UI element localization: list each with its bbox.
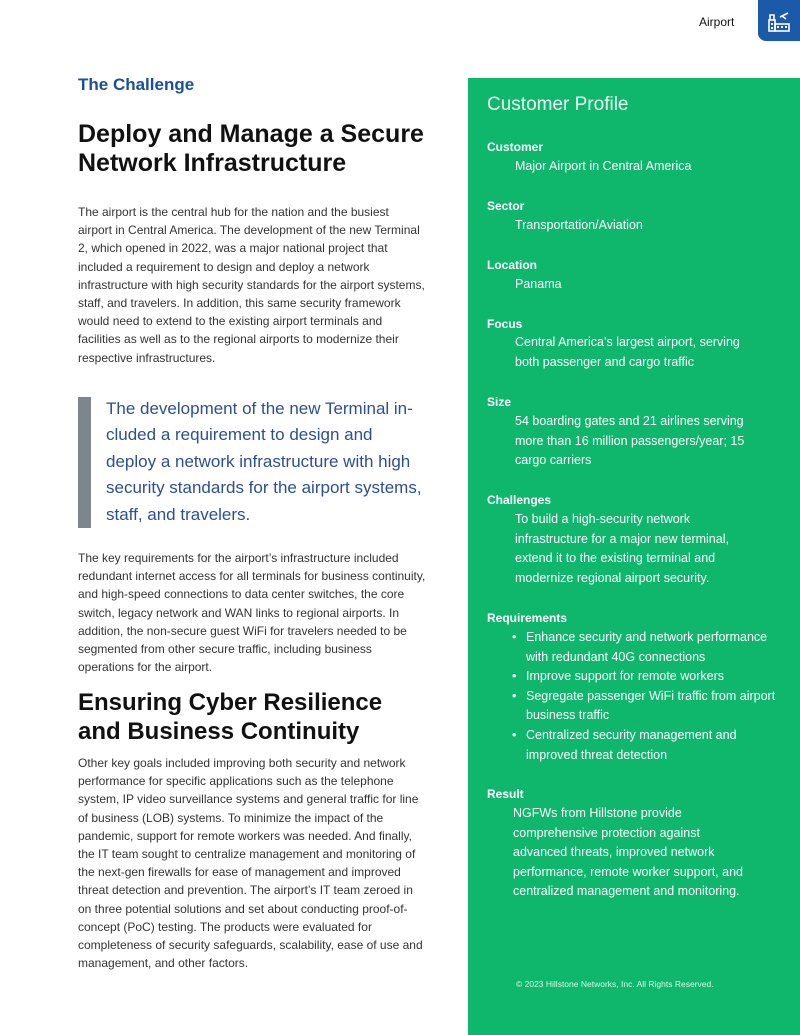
location-value: Panama [515,277,562,291]
requirement-text: Segregate passenger WiFi traffic from airport business traffic [526,688,776,723]
requirement-text: Enhance security and network performance with redundant 40G connections [526,630,768,664]
sector-value: Transportation/Aviation [515,218,643,232]
goals-paragraph: Other key goals included improving both security and network performance for specific applications such as the telephone system, IP video surveillance systems and general traffic for line of business (LOB) systems. To minimize the impact of the pandemic, support for remote workers was needed. And finally, the IT team sought to centralize management and monitoring of the next-gen firewalls for ease of management and improved threat detection and prevention. The airport’s IT team zeroed in on three potential solutions and set about conducting proof-of-concept (PoC) testing. The products were evaluated for completeness of security safeguards, scalability, ease of use and management, and other factors. [78,756,423,971]
requirements-list [512,628,782,765]
size-label: Size [487,395,512,409]
section-tab [758,0,800,41]
profile-title: Customer Profile [487,94,629,115]
bullet: • [512,630,517,644]
quote-bar [78,397,91,528]
section-label: Airport [699,15,735,29]
customer-label: Customer [487,140,544,154]
challenges-value: To build a high-security network infrastructure for a major new terminal, extend it to the existing terminal and modernize regional airport security. [515,512,729,585]
pull-quote [78,397,428,528]
size-value: 54 boarding gates and 21 airlines serving more than 16 million passengers/year; 15 cargo carriers [515,414,745,468]
result-label: Result [487,787,524,801]
list-item [512,726,782,765]
bullet: • [512,669,517,684]
focus-label: Focus [487,317,523,331]
list-item [512,628,782,667]
challenges-label: Challenges [487,493,552,507]
customer-profile-panel [468,78,800,1035]
copyright-footer: © 2023 Hillstone Networks, Inc. All Rights Reserved. [516,979,714,989]
focus-value: Central America’s largest airport, serving both passenger and cargo traffic [515,335,740,369]
bullet: • [512,727,517,742]
location-label: Location [487,258,537,272]
customer-value: Major Airport in Central America [515,159,692,173]
section-heading: Ensuring Cyber Resilience and Business Continuity [78,689,383,745]
airport-building-icon [767,9,791,33]
requirements-paragraph: The key requirements for the airport’s infrastructure included redundant internet access for all terminals for business continuity, and high-speed connections to data center switches, the core switch, legacy network and WAN links to regional airports. In addition, the non-secure guest WiFi for travelers needed to be segmented from other secure traffic, including business operations for the airport. [78,551,426,675]
bullet: • [512,688,517,703]
list-item [512,667,782,687]
requirement-text: Centralized security management and improved threat detection [526,727,737,762]
sector-label: Sector [487,199,525,213]
quote-text: The development of the new Terminal in-cluded a requirement to design and deploy a network infrastructure with high security standards for the airport systems, staff, and travelers. [106,399,422,524]
list-item [512,687,782,726]
requirement-text: Improve support for remote workers [526,669,724,684]
requirements-label: Requirements [487,611,568,625]
page-title: Deploy and Manage a Secure Network Infrastructure [78,120,424,177]
result-value: NGFWs from Hillstone provide comprehensive protection against advanced threats, improved network performance, remote worker support, and centralized management and monitoring. [513,806,743,899]
challenge-paragraph: The airport is the central hub for the nation and the busiest airport in Central America. The development of the new Terminal 2, which opened in 2022, was a major national project that included a requirement to design and deploy a network infrastructure with high security standards for the airport systems, staff, and travelers. In addition, this same security framework would need to extend to the existing airport terminals and facilities as well as to the regional airports to modernize their respective infrastructures. [78,205,425,365]
section-kicker: The Challenge [78,75,195,94]
